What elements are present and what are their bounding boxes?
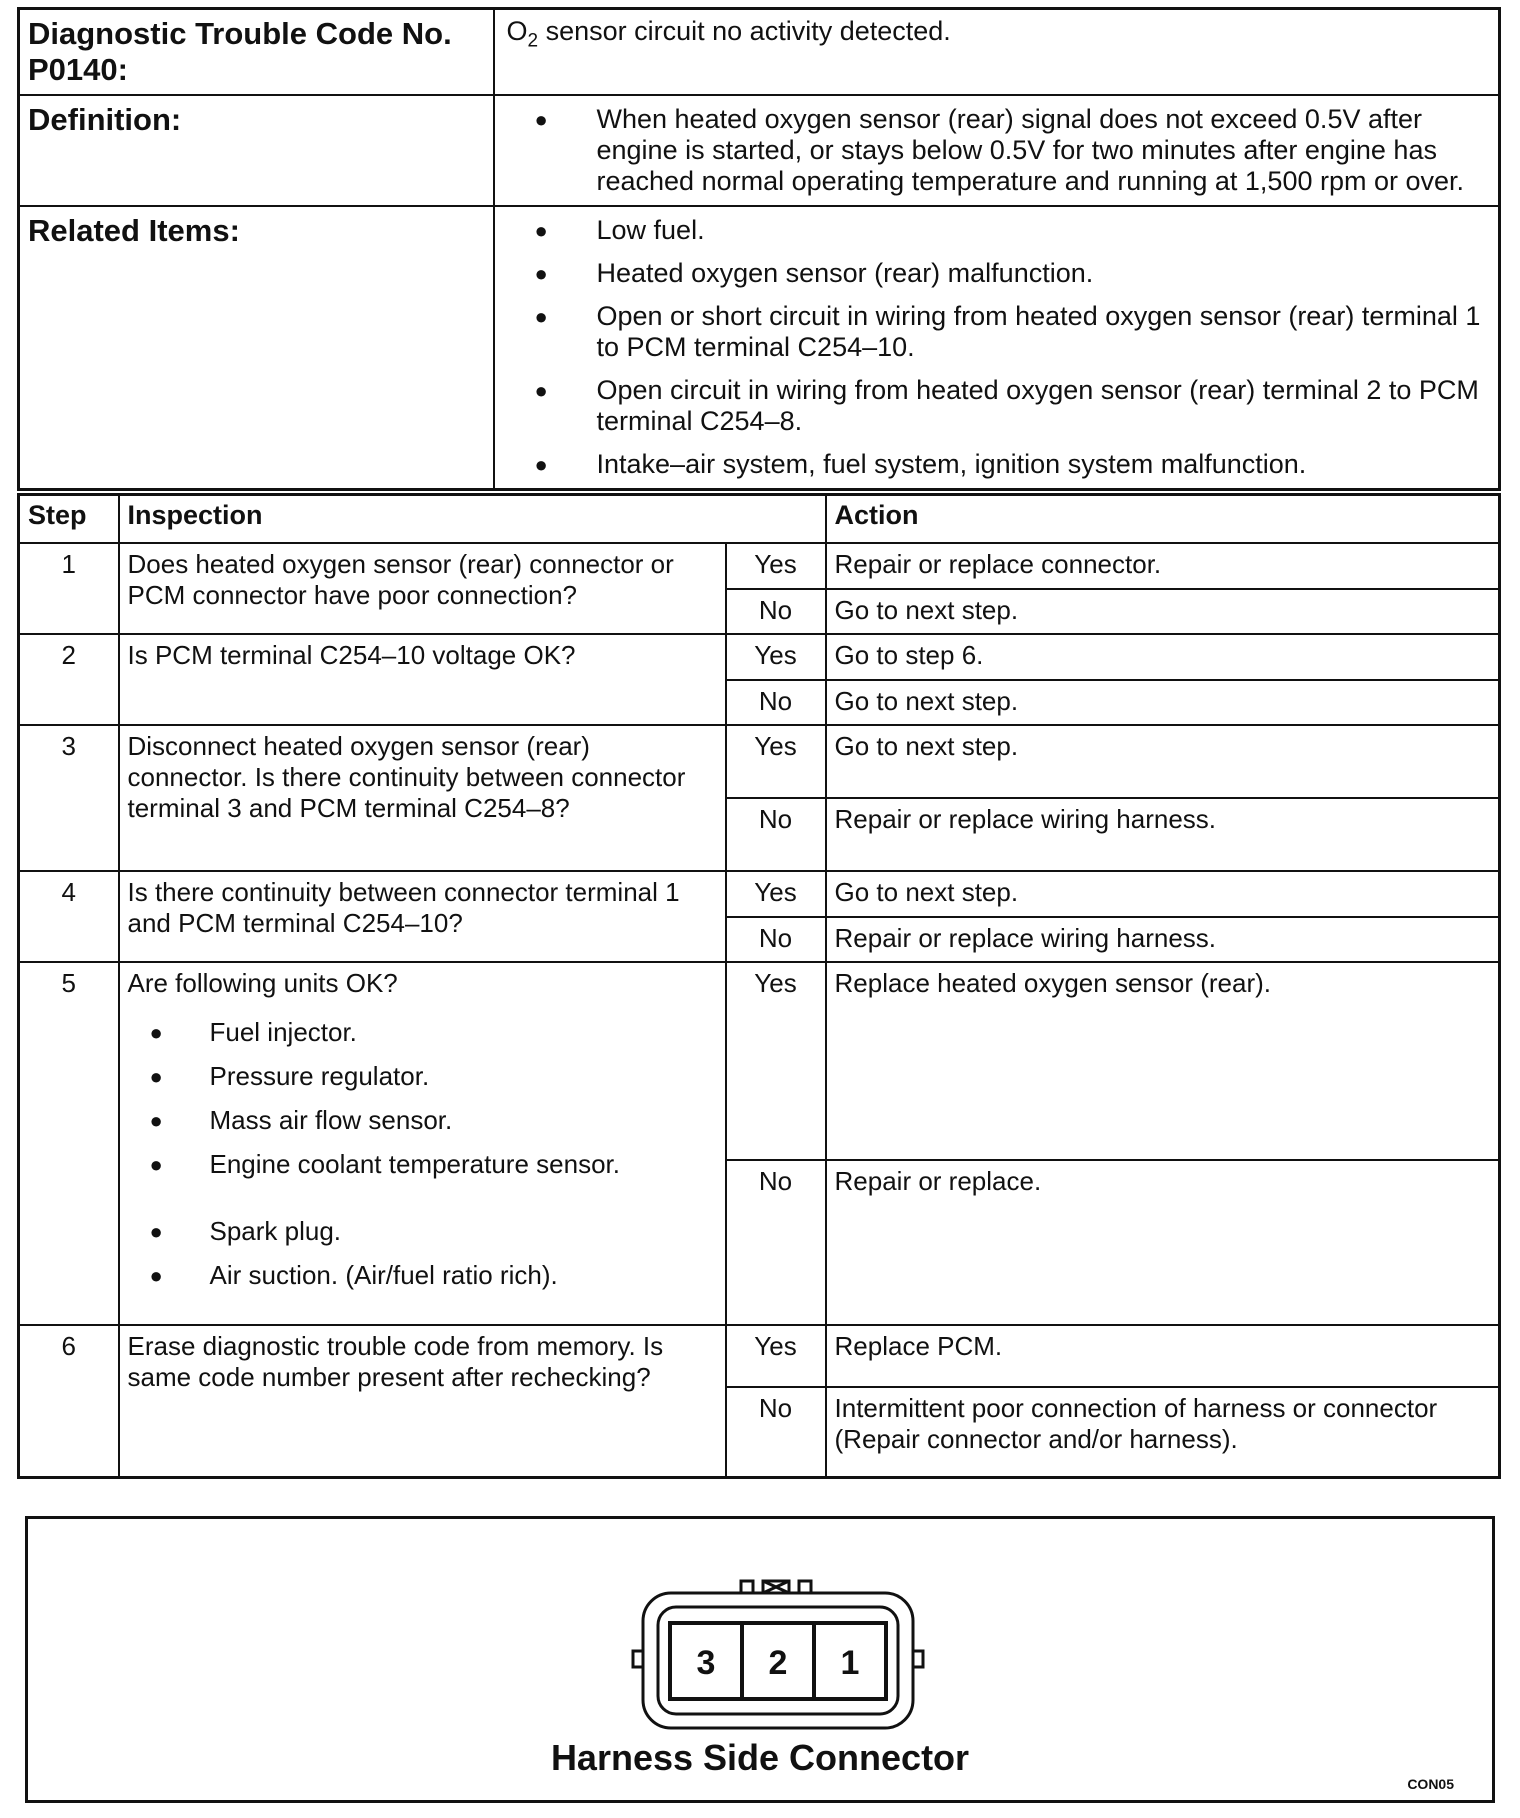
no-action: Repair or replace. bbox=[826, 1160, 1500, 1325]
dtc-description-prefix: O bbox=[506, 16, 528, 46]
definition-item: ● When heated oxygen sensor (rear) signal does not exceed 0.5V after engine is started, or stays below 0.5V for two minutes after engine has reached normal operating temperature and running at 1,500 rpm or over. bbox=[507, 104, 1489, 197]
table-header-row bbox=[19, 495, 1500, 544]
step-number: 2 bbox=[19, 634, 119, 725]
yes-action: Go to step 6. bbox=[826, 634, 1500, 680]
table-row bbox=[19, 543, 1500, 589]
dtc-code-label: Diagnostic Trouble Code No. P0140: bbox=[19, 9, 494, 96]
units-list bbox=[128, 1017, 717, 1291]
related-item: ● Intake–air system, fuel system, ignition system malfunction. bbox=[507, 449, 1489, 480]
yes-action: Replace heated oxygen sensor (rear). bbox=[826, 962, 1500, 1160]
step-number: 5 bbox=[19, 962, 119, 1325]
connector-ear-left bbox=[633, 1651, 643, 1667]
no-label: No bbox=[726, 1387, 826, 1477]
no-label: No bbox=[726, 917, 826, 962]
yes-label: Yes bbox=[726, 871, 826, 917]
related-item: ● Open or short circuit in wiring from heated oxygen sensor (rear) terminal 1 to PCM terminal C254–10. bbox=[507, 301, 1489, 363]
step-inspection: Is PCM terminal C254–10 voltage OK? bbox=[119, 634, 726, 725]
step-number: 3 bbox=[19, 725, 119, 871]
related-item: ● Open circuit in wiring from heated oxygen sensor (rear) terminal 2 to PCM terminal C254–8. bbox=[507, 375, 1489, 437]
related-items-cell bbox=[494, 206, 1500, 490]
step-number: 4 bbox=[19, 871, 119, 962]
no-action: Intermittent poor connection of harness or connector (Repair connector and/or harness). bbox=[826, 1387, 1500, 1477]
dtc-code-row bbox=[19, 9, 1500, 96]
dtc-description bbox=[494, 9, 1500, 96]
step-number: 1 bbox=[19, 543, 119, 634]
definition-list bbox=[507, 104, 1489, 197]
connector-latch-icon bbox=[799, 1581, 811, 1593]
related-item: ● Low fuel. bbox=[507, 215, 1489, 246]
dtc-definition-table bbox=[17, 7, 1501, 491]
yes-label: Yes bbox=[726, 725, 826, 798]
unit-item: ● Air suction. (Air/fuel ratio rich). bbox=[128, 1260, 717, 1291]
step-header: Step bbox=[19, 495, 119, 544]
step-number: 6 bbox=[19, 1325, 119, 1477]
unit-item: ● Pressure regulator. bbox=[128, 1061, 717, 1092]
related-item: ● Heated oxygen sensor (rear) malfunction. bbox=[507, 258, 1489, 289]
connector-title: Harness Side Connector bbox=[550, 1737, 970, 1778]
unit-item: ● Spark plug. bbox=[128, 1216, 717, 1247]
yes-action: Go to next step. bbox=[826, 871, 1500, 917]
step-inspection-question: Are following units OK? bbox=[127, 968, 398, 998]
yes-label: Yes bbox=[726, 634, 826, 680]
connector-ear-right bbox=[913, 1651, 923, 1667]
yes-action: Repair or replace connector. bbox=[826, 543, 1500, 589]
connector-diagram-box bbox=[25, 1516, 1495, 1803]
dtc-related-row bbox=[19, 206, 1500, 490]
terminal-3-label: 3 bbox=[696, 1644, 716, 1682]
no-label: No bbox=[726, 1160, 826, 1325]
table-row bbox=[19, 871, 1500, 917]
step-inspection: Erase diagnostic trouble code from memory. Is same code number present after rechecking? bbox=[119, 1325, 726, 1477]
no-label: No bbox=[726, 589, 826, 634]
inspection-header: Inspection bbox=[119, 495, 826, 544]
unit-item: ● Fuel injector. bbox=[128, 1017, 717, 1048]
table-row bbox=[19, 725, 1500, 798]
harness-connector-icon bbox=[588, 1543, 968, 1733]
figure-id: CON05 bbox=[1407, 1776, 1454, 1792]
related-items-label: Related Items: bbox=[19, 206, 494, 490]
no-action: Go to next step. bbox=[826, 589, 1500, 634]
table-row bbox=[19, 1325, 1500, 1387]
no-label: No bbox=[726, 680, 826, 725]
step-inspection bbox=[119, 962, 726, 1325]
dtc-description-subscript: 2 bbox=[527, 30, 539, 52]
step-inspection: Disconnect heated oxygen sensor (rear) connector. Is there continuity between connector terminal 3 and PCM terminal C254–8? bbox=[119, 725, 726, 871]
table-row bbox=[19, 962, 1500, 1160]
yes-label: Yes bbox=[726, 1325, 826, 1387]
action-header: Action bbox=[826, 495, 1500, 544]
unit-item: ● Mass air flow sensor. bbox=[128, 1105, 717, 1136]
no-action: Repair or replace wiring harness. bbox=[826, 917, 1500, 962]
definition-cell bbox=[494, 95, 1500, 206]
yes-action: Replace PCM. bbox=[826, 1325, 1500, 1387]
dtc-description-rest: sensor circuit no activity detected. bbox=[538, 16, 951, 46]
dtc-definition-row bbox=[19, 95, 1500, 206]
related-items-list bbox=[507, 215, 1489, 480]
yes-label: Yes bbox=[726, 962, 826, 1160]
no-action: Go to next step. bbox=[826, 680, 1500, 725]
terminal-1-label: 1 bbox=[840, 1644, 860, 1682]
yes-label: Yes bbox=[726, 543, 826, 589]
table-row bbox=[19, 634, 1500, 680]
definition-label: Definition: bbox=[19, 95, 494, 206]
step-inspection: Does heated oxygen sensor (rear) connector or PCM connector have poor connection? bbox=[119, 543, 726, 634]
step-inspection: Is there continuity between connector terminal 1 and PCM terminal C254–10? bbox=[119, 871, 726, 962]
no-label: No bbox=[726, 798, 826, 871]
no-action: Repair or replace wiring harness. bbox=[826, 798, 1500, 871]
unit-item: ● Engine coolant temperature sensor. bbox=[128, 1149, 717, 1180]
terminal-2-label: 2 bbox=[768, 1644, 788, 1682]
yes-action: Go to next step. bbox=[826, 725, 1500, 798]
inspection-steps-table bbox=[17, 493, 1501, 1479]
connector-latch-icon bbox=[741, 1581, 753, 1593]
